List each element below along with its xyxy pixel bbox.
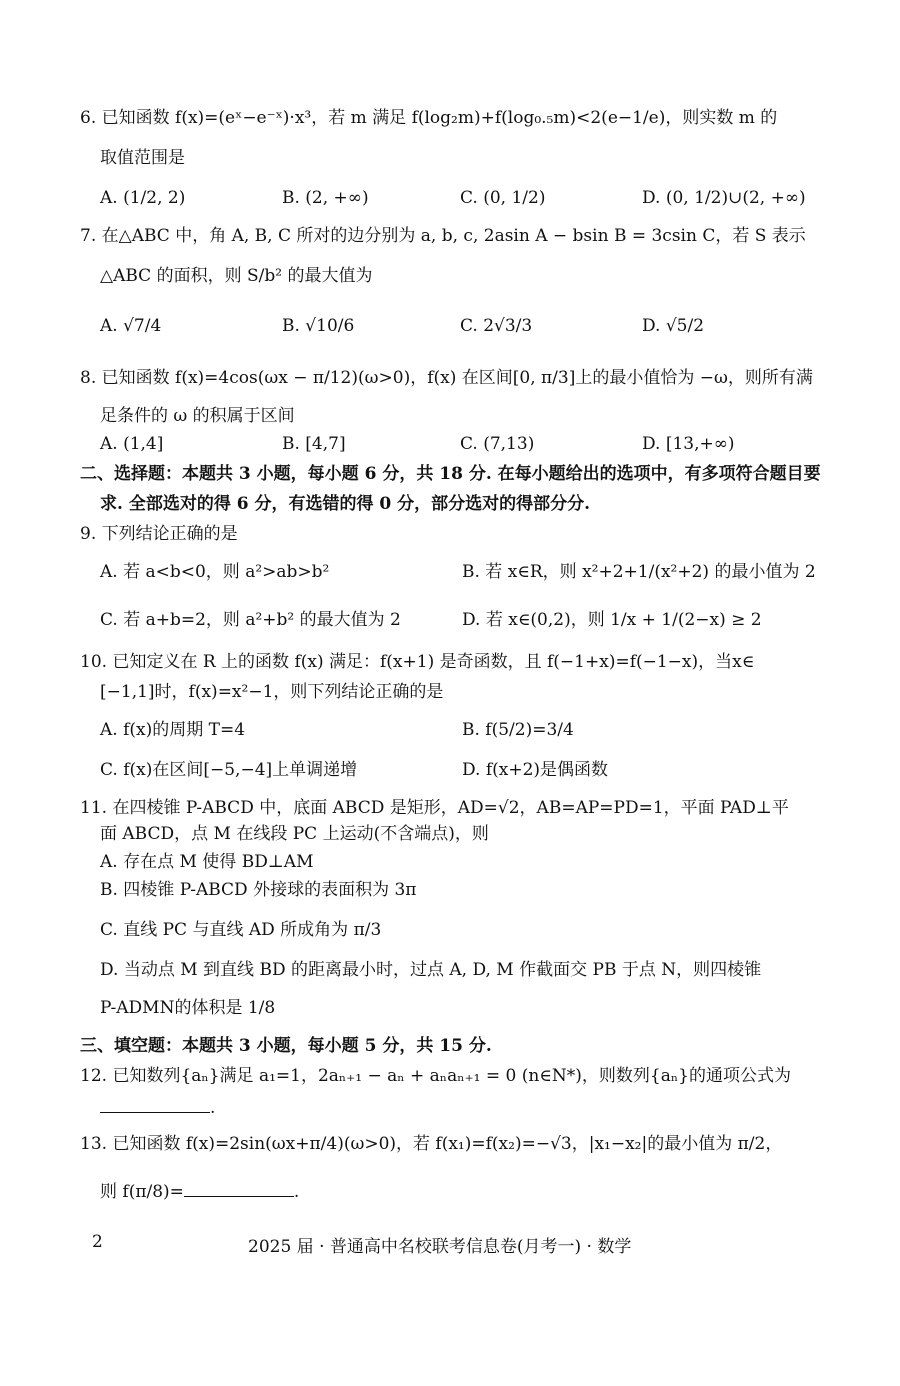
q8-stem-cont: 足条件的 ω 的积属于区间 [100, 406, 295, 426]
q6-option-a: A. (1/2, 2) [100, 188, 186, 208]
page-number: 2 [92, 1232, 103, 1252]
footer-title: 2025 届 · 普通高中名校联考信息卷(月考一) · 数学 [248, 1237, 632, 1257]
q6-option-c: C. (0, 1/2) [460, 188, 546, 208]
q12-answer-line [100, 1096, 215, 1120]
q10-stem-cont: [−1,1]时，f(x)=x²−1，则下列结论正确的是 [100, 682, 444, 702]
q6-option-d: D. (0, 1/2)∪(2, +∞) [642, 188, 806, 208]
q11-stem: 11. 在四棱锥 P-ABCD 中，底面 ABCD 是矩形，AD=√2，AB=AP=PD=1，平面 PAD⊥平 [80, 798, 789, 818]
q6-stem: 6. 已知函数 f(x)=(eˣ−e⁻ˣ)·x³，若 m 满足 f(log₂m)+f(log₀.₅m)<2(e−1/e)，则实数 m 的 [80, 108, 778, 128]
q10-option-a: A. f(x)的周期 T=4 [100, 720, 246, 740]
q9-option-a: A. 若 a<b<0，则 a²>ab>b² [100, 562, 330, 582]
q7-option-a: A. √7/4 [100, 316, 162, 336]
q11-option-a: A. 存在点 M 使得 BD⊥AM [100, 852, 314, 872]
section2-heading: 二、选择题：本题共 3 小题，每小题 6 分，共 18 分. 在每小题给出的选项中，有多项符合题目要 [80, 464, 821, 484]
q7-stem-cont: △ABC 的面积，则 S/b² 的最大值为 [100, 266, 373, 286]
q11-option-d-cont: P-ADMN的体积是 1/8 [100, 998, 276, 1018]
q12-stem: 12. 已知数列{aₙ}满足 a₁=1，2aₙ₊₁ − aₙ + aₙaₙ₊₁ = 0 (n∈N*)，则数列{aₙ}的通项公式为 [80, 1066, 791, 1086]
q11-stem-cont: 面 ABCD，点 M 在线段 PC 上运动(不含端点)，则 [100, 824, 489, 844]
q7-option-c: C. 2√3/3 [460, 316, 533, 336]
q7-stem: 7. 在△ABC 中，角 A, B, C 所对的边分别为 a, b, c, 2asin A − bsin B = 3csin C，若 S 表示 [80, 226, 806, 246]
q11-option-c: C. 直线 PC 与直线 AD 所成角为 π/3 [100, 920, 382, 940]
q12-end: . [210, 1098, 216, 1118]
section2-heading-cont: 求. 全部选对的得 6 分，有选错的得 0 分，部分选对的得部分分. [100, 494, 591, 514]
q9-option-d: D. 若 x∈(0,2)，则 1/x + 1/(2−x) ≥ 2 [462, 610, 762, 630]
q13-stem-cont: 则 f(π/8)= [100, 1182, 184, 1202]
q7-option-d: D. √5/2 [642, 316, 705, 336]
q6-stem-cont: 取值范围是 [100, 148, 185, 168]
q9-option-b: B. 若 x∈R，则 x²+2+1/(x²+2) 的最小值为 2 [462, 562, 816, 582]
q10-option-b: B. f(5/2)=3/4 [462, 720, 574, 740]
q13-answer-blank[interactable] [184, 1180, 294, 1197]
q8-stem: 8. 已知函数 f(x)=4cos(ωx − π/12)(ω>0)，f(x) 在区间[0, π/3]上的最小值恰为 −ω，则所有满 [80, 368, 813, 388]
q9-stem: 9. 下列结论正确的是 [80, 524, 238, 544]
q11-option-d: D. 当动点 M 到直线 BD 的距离最小时，过点 A, D, M 作截面交 PB 于点 N，则四棱锥 [100, 960, 762, 980]
q10-stem: 10. 已知定义在 R 上的函数 f(x) 满足：f(x+1) 是奇函数，且 f(−1+x)=f(−1−x)，当x∈ [80, 652, 755, 672]
q8-option-c: C. (7,13) [460, 434, 535, 454]
q10-option-d: D. f(x+2)是偶函数 [462, 760, 609, 780]
q9-option-c: C. 若 a+b=2，则 a²+b² 的最大值为 2 [100, 610, 401, 630]
section3-heading: 三、填空题：本题共 3 小题，每小题 5 分，共 15 分. [80, 1036, 492, 1056]
q13-end: . [293, 1182, 300, 1202]
q13-answer-line [100, 1180, 299, 1204]
q13-stem: 13. 已知函数 f(x)=2sin(ωx+π/4)(ω>0)，若 f(x₁)=f(x₂)=−√3，|x₁−x₂|的最小值为 π/2， [80, 1134, 783, 1154]
q8-option-d: D. [13,+∞) [642, 434, 735, 454]
q8-option-a: A. (1,4] [100, 434, 164, 454]
q7-option-b: B. √10/6 [282, 316, 355, 336]
q12-answer-blank[interactable] [100, 1096, 210, 1113]
q8-option-b: B. [4,7] [282, 434, 346, 454]
q10-option-c: C. f(x)在区间[−5,−4]上单调递增 [100, 760, 358, 780]
q11-option-b: B. 四棱锥 P-ABCD 外接球的表面积为 3π [100, 880, 417, 900]
q6-option-b: B. (2, +∞) [282, 188, 369, 208]
